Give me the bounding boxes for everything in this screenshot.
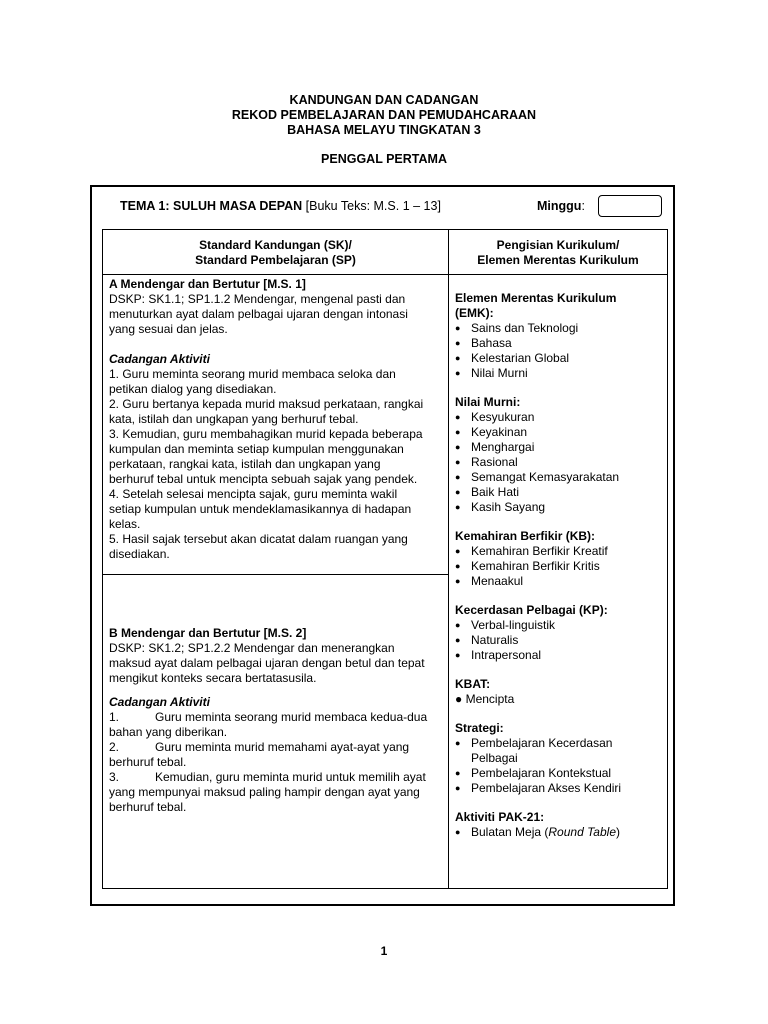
section-b — [109, 626, 445, 815]
section-b-activity-line: bahan yang diberikan. — [109, 725, 228, 739]
section-b-dskp-line: mengikut konteks secara bertatasusila. — [109, 671, 317, 685]
section-a-activity-line: 3. Kemudian, guru membahagikan murid kepada beberapa — [109, 427, 423, 441]
pak21-list — [455, 825, 665, 840]
content-table — [102, 229, 668, 889]
list-item: ● Nilai Murni — [455, 366, 665, 381]
activity-text: Kemudian, guru meminta murid untuk memilih ayat — [155, 770, 426, 784]
section-b-activity-line — [109, 770, 445, 785]
kb-list — [455, 544, 665, 589]
section-b-activity-line: berhuruf tebal. — [109, 755, 187, 769]
strategi-title: Strategi: — [455, 721, 504, 735]
list-item: ● Bahasa — [455, 336, 665, 351]
pak21-item-italic: Round Table — [548, 825, 616, 839]
section-a-activity-line: kata, istilah dan ungkapan yang berhuruf tebal. — [109, 412, 359, 426]
section-a-activity-line: perkataan, rangkai kata, istilah dan ungkapan yang — [109, 457, 381, 471]
list-item: ● Naturalis — [455, 633, 665, 648]
col-header-curriculum-line-2: Elemen Merentas Kurikulum — [477, 253, 639, 267]
list-item: ● Pembelajaran Kecerdasan — [455, 736, 665, 751]
doc-title-line-3: BAHASA MELAYU TINGKATAN 3 — [287, 123, 481, 137]
activity-number: 2. — [109, 740, 120, 754]
section-b-dskp-line: maksud ayat dalam pelbagai ujaran dengan betul dan tepat — [109, 656, 425, 670]
list-item: ● Verbal-linguistik — [455, 618, 665, 633]
list-item: ● Keyakinan — [455, 425, 665, 440]
list-item: ● Baik Hati — [455, 485, 665, 500]
term-title: PENGGAL PERTAMA — [321, 152, 447, 166]
section-b-activity-line: berhuruf tebal. — [109, 800, 187, 814]
theme-line — [120, 199, 441, 213]
kp-title: Kecerdasan Pelbagai (KP): — [455, 603, 608, 617]
list-item: ● Menaakul — [455, 574, 665, 589]
list-item: ● Menghargai — [455, 440, 665, 455]
list-item: ● Semangat Kemasyarakatan — [455, 470, 665, 485]
week-colon: : — [581, 199, 585, 213]
section-a-title: A Mendengar dan Bertutur [M.S. 1] — [109, 277, 306, 291]
list-item: ● Kemahiran Berfikir Kritis — [455, 559, 665, 574]
section-divider — [103, 574, 448, 575]
section-a-dskp-line: menuturkan ayat dalam pelbagai ujaran dengan intonasi — [109, 307, 408, 321]
list-item-continuation: Pelbagai — [471, 751, 518, 765]
section-b-activity-line — [109, 710, 445, 725]
section-a-activity-line: 4. Setelah selesai mencipta sajak, guru meminta wakil — [109, 487, 398, 501]
emk-title: Elemen Merentas Kurikulum — [455, 291, 617, 305]
nilai-list — [455, 410, 665, 515]
section-a-dskp-line: yang sesuai dan jelas. — [109, 322, 228, 336]
col-header-curriculum — [449, 238, 667, 268]
section-b-activity-line — [109, 740, 445, 755]
week-label: Minggu — [537, 199, 582, 213]
list-item: ● Sains dan Teknologi — [455, 321, 665, 336]
column-divider — [448, 230, 449, 888]
list-item: ● Kesyukuran — [455, 410, 665, 425]
kbat-item: ● Mencipta — [455, 692, 515, 706]
emk-title-cont: (EMK): — [455, 306, 494, 320]
week-field[interactable] — [598, 195, 662, 217]
list-item: ● Rasional — [455, 455, 665, 470]
activity-text: Guru meminta murid memahami ayat-ayat yang — [155, 740, 410, 754]
nilai-title: Nilai Murni: — [455, 395, 521, 409]
activity-number: 3. — [109, 770, 120, 784]
section-a-activity-line: kelas. — [109, 517, 141, 531]
section-a-activity-line: 1. Guru meminta seorang murid membaca seloka dan — [109, 367, 396, 381]
kp-list — [455, 618, 665, 663]
section-a-activity-line: setiap kumpulan untuk mendeklamasikannya di hadapan — [109, 502, 412, 516]
section-b-title: B Mendengar dan Bertutur [M.S. 2] — [109, 626, 307, 640]
pak21-item-text: Bulatan Meja ( — [471, 825, 549, 839]
activity-number: 1. — [109, 710, 120, 724]
section-a-dskp-line: DSKP: SK1.1; SP1.1.2 Mendengar, mengenal pasti dan — [109, 292, 406, 306]
list-item: ● Intrapersonal — [455, 648, 665, 663]
doc-title-line-1: KANDUNGAN DAN CADANGAN — [289, 93, 479, 107]
section-b-activity-line: yang mempunyai maksud paling hampir dengan ayat yang — [109, 785, 420, 799]
list-item: ● Pembelajaran Akses Kendiri — [455, 781, 665, 796]
list-item: ● Kelestarian Global — [455, 351, 665, 366]
strategi-list — [455, 736, 665, 796]
textbook-ref: [Buku Teks: M.S. 1 – 13] — [302, 199, 441, 213]
list-item: ● Kemahiran Berfikir Kreatif — [455, 544, 665, 559]
section-a-activity-line: 5. Hasil sajak tersebut akan dicatat dalam ruangan yang — [109, 532, 408, 546]
list-item: ● Kasih Sayang — [455, 500, 665, 515]
week-label-wrap — [537, 199, 585, 213]
activity-text: Guru meminta seorang murid membaca kedua-dua — [155, 710, 428, 724]
section-a-activity-line: disediakan. — [109, 547, 170, 561]
theme-title: TEMA 1: SULUH MASA DEPAN — [120, 199, 303, 213]
col-header-standard-line-1: Standard Kandungan (SK)/ — [199, 238, 352, 252]
section-a-activity-line: berhuruf tebal untuk mencipta sebuah sajak yang pendek. — [109, 472, 418, 486]
section-b-dskp-line: DSKP: SK1.2; SP1.2.2 Mendengar dan menerangkan — [109, 641, 395, 655]
page-number: 1 — [380, 944, 388, 958]
pak21-item-close: ) — [616, 825, 620, 839]
col-header-standard-line-2: Standard Pembelajaran (SP) — [195, 253, 356, 267]
kb-title: Kemahiran Berfikir (KB): — [455, 529, 596, 543]
section-a — [109, 277, 445, 562]
plan-frame — [90, 185, 675, 906]
kbat-title: KBAT: — [455, 677, 491, 691]
list-item: ● Pembelajaran Kontekstual — [455, 766, 665, 781]
emk-list — [455, 321, 665, 381]
col-header-curriculum-line-1: Pengisian Kurikulum/ — [496, 238, 620, 252]
curriculum-elements — [455, 291, 665, 840]
list-item — [455, 825, 665, 840]
section-a-activity-line: kumpulan dan meminta setiap kumpulan menggunakan — [109, 442, 404, 456]
pak21-title: Aktiviti PAK-21: — [455, 810, 545, 824]
header-row-divider — [103, 274, 667, 275]
doc-title-line-2: REKOD PEMBELAJARAN DAN PEMUDAHCARAAN — [231, 108, 537, 122]
section-b-activity-title: Cadangan Aktiviti — [109, 695, 210, 709]
col-header-standard — [103, 238, 448, 268]
section-a-activity-line: petikan dialog yang disediakan. — [109, 382, 277, 396]
section-a-activity-line: 2. Guru bertanya kepada murid maksud perkataan, rangkai — [109, 397, 424, 411]
section-a-activity-title: Cadangan Aktiviti — [109, 352, 210, 366]
